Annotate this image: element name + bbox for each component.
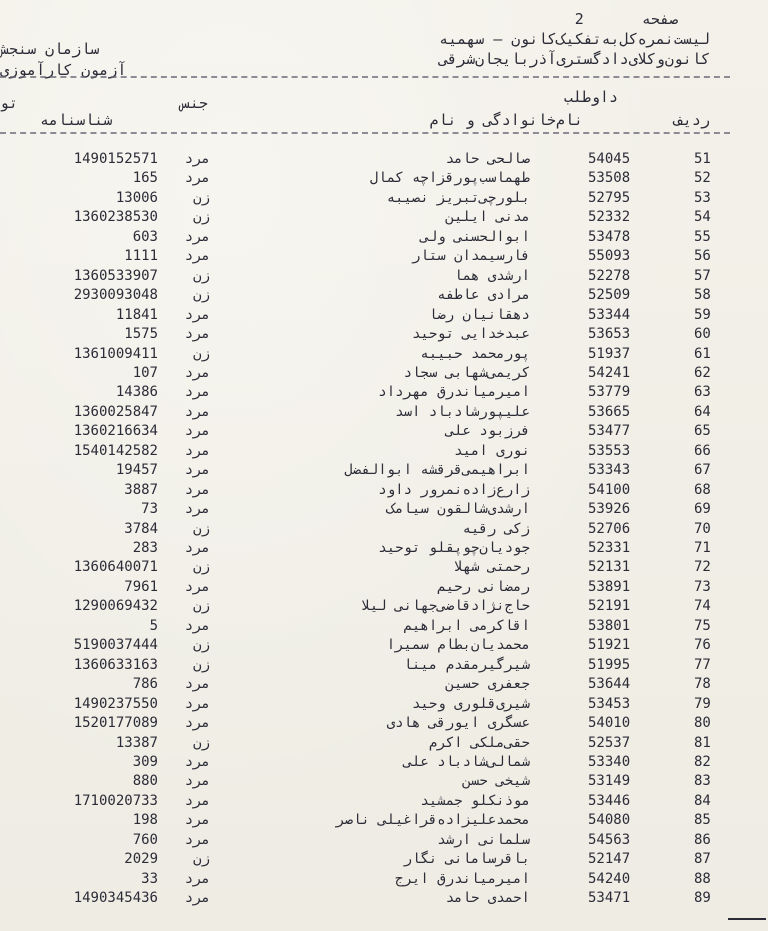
table-row: [0, 714, 768, 733]
applicant-number: 52278: [588, 267, 631, 284]
applicant-gender: مرد: [184, 870, 210, 887]
applicant-id: 283: [132, 540, 158, 556]
applicant-id: 1490237550: [73, 695, 158, 712]
applicant-number: 53644: [588, 676, 631, 693]
applicant-number: 53446: [588, 792, 631, 809]
applicant-number: 53340: [588, 753, 631, 770]
table-row: [0, 675, 768, 694]
row-index: 75: [694, 617, 711, 634]
applicant-id: 786: [132, 676, 158, 693]
applicant-id: 3887: [124, 481, 158, 498]
table-row: [0, 850, 768, 869]
applicant-number: 54010: [588, 715, 631, 732]
applicant-gender: زن: [193, 851, 210, 868]
applicant-name: محمدیان‌بطام سمیرا: [386, 637, 530, 654]
applicant-name: حاج‌نژادقاضی‌جهانی لیلا: [361, 598, 530, 615]
row-index: 66: [694, 442, 711, 459]
row-index: 81: [694, 734, 711, 751]
row-index: 60: [694, 326, 711, 343]
col-name: نام‌خانوادگی و نام: [429, 111, 583, 129]
applicant-number: 52509: [588, 287, 631, 304]
applicant-id: 1490345436: [73, 890, 158, 907]
org-name-line2: آزمون کارآموزی: [0, 61, 127, 79]
table-row: [0, 247, 768, 266]
table-row: [0, 695, 768, 714]
applicant-number: 53891: [588, 578, 631, 595]
applicant-gender: زن: [193, 345, 210, 362]
applicant-number: 52147: [588, 851, 631, 868]
applicant-gender: زن: [193, 734, 210, 751]
applicant-number: 54100: [588, 481, 631, 498]
applicant-gender: مرد: [184, 715, 210, 732]
applicant-id: 13006: [115, 189, 158, 206]
applicant-gender: مرد: [184, 306, 210, 323]
applicant-id: 309: [132, 753, 158, 770]
applicant-number: 54240: [588, 870, 631, 887]
applicant-number: 53926: [588, 501, 631, 518]
table-row: [0, 500, 768, 519]
table-row: [0, 228, 768, 247]
applicant-name: شمالی‌شادباد علی: [403, 753, 530, 770]
applicant-name: نوری امید: [454, 442, 530, 459]
table-row: [0, 481, 768, 500]
applicant-number: 53801: [588, 617, 631, 634]
row-index: 67: [694, 462, 711, 479]
applicant-name: فارسیمدان ستار: [411, 248, 530, 265]
applicant-name: ارشدی‌شالقون سیامک: [386, 501, 530, 518]
applicant-name: رمضانی رحیم: [437, 578, 530, 595]
applicant-number: 53344: [588, 306, 631, 323]
applicant-number: 53508: [588, 170, 631, 187]
header-rule-top: [0, 76, 730, 78]
applicant-id: 2029: [124, 851, 158, 868]
row-index: 69: [694, 501, 711, 518]
table-row: [0, 539, 768, 558]
row-index: 72: [694, 559, 711, 576]
applicant-gender: مرد: [184, 403, 210, 420]
table-row: [0, 617, 768, 636]
applicant-name: مدنی ایلین: [445, 209, 530, 226]
table-row: [0, 461, 768, 480]
applicant-gender: زن: [193, 656, 210, 673]
row-index: 80: [694, 715, 711, 732]
applicant-id: 5: [149, 617, 158, 634]
table-row: [0, 636, 768, 655]
applicant-gender: مرد: [184, 676, 210, 693]
applicant-gender: مرد: [184, 540, 210, 556]
applicant-id: 603: [132, 228, 158, 245]
applicant-number: 54080: [588, 812, 631, 829]
applicant-gender: مرد: [184, 364, 210, 381]
table-row: [0, 383, 768, 402]
page-label: [575, 10, 678, 28]
row-index: 68: [694, 481, 711, 498]
applicant-gender: زن: [193, 267, 210, 284]
row-index: 65: [694, 423, 711, 440]
applicant-id: 13387: [115, 734, 158, 751]
table-row: [0, 325, 768, 344]
row-index: 76: [694, 637, 711, 654]
row-index: 84: [694, 792, 711, 809]
applicant-id: 19457: [115, 462, 158, 479]
page-label-text: صفحه: [641, 10, 678, 28]
applicant-gender: زن: [193, 189, 210, 206]
applicant-number: 53343: [588, 462, 631, 479]
applicant-number: 54045: [588, 151, 631, 167]
applicant-gender: مرد: [184, 384, 210, 401]
col-applicant: داوطلب: [563, 88, 618, 106]
applicant-number: 53779: [588, 384, 631, 401]
applicant-gender: مرد: [184, 753, 210, 770]
applicant-name: احمدی حامد: [445, 890, 530, 907]
applicant-id: 33: [141, 870, 158, 887]
row-index: 85: [694, 812, 711, 829]
row-index: 51: [694, 151, 711, 167]
applicant-number: 52191: [588, 598, 631, 615]
applicant-number: 53453: [588, 695, 631, 712]
applicant-gender: مرد: [184, 831, 210, 848]
applicant-number: 53653: [588, 326, 631, 343]
applicant-name: امیرمیاندرق مهرداد: [378, 384, 530, 401]
applicant-number: 52332: [588, 209, 631, 226]
applicant-id: 5190037444: [73, 637, 158, 654]
applicant-gender: مرد: [184, 578, 210, 595]
applicant-name: کریمی‌شهابی سجاد: [403, 364, 530, 381]
applicant-name: علیپورشادباد اسد: [395, 403, 530, 420]
table-row: [0, 889, 768, 908]
table-row: [0, 267, 768, 286]
table-row: [0, 792, 768, 811]
applicant-name: جودیان‌چوپقلو توحید: [378, 540, 530, 556]
row-index: 63: [694, 384, 711, 401]
table-row: [0, 442, 768, 461]
applicant-name: باقرسامانی نگار: [403, 851, 530, 868]
applicant-gender: زن: [193, 520, 210, 537]
applicant-name: مرادی عاطفه: [437, 287, 530, 304]
applicant-number: 51937: [588, 345, 631, 362]
applicant-name: شیخی حسن: [462, 773, 530, 790]
applicant-gender: مرد: [184, 617, 210, 634]
applicant-number: 52331: [588, 540, 631, 556]
applicant-id: 880: [132, 773, 158, 790]
applicant-id: 1111: [124, 248, 158, 265]
table-row: [0, 734, 768, 753]
row-index: 61: [694, 345, 711, 362]
table-row: [0, 772, 768, 791]
applicant-gender: مرد: [184, 170, 210, 187]
applicant-name: صالحی حامد: [445, 151, 530, 167]
col-row: ردیف: [673, 111, 710, 129]
table-row: [0, 403, 768, 422]
row-index: 71: [694, 540, 711, 556]
applicant-gender: مرد: [184, 423, 210, 440]
applicant-name: اقاکرمی ابراهیم: [403, 617, 530, 634]
applicant-id: 165: [132, 170, 158, 187]
applicant-number: 51921: [588, 637, 631, 654]
applicant-id: 107: [132, 364, 158, 381]
applicant-id: 1360216634: [73, 423, 158, 440]
applicant-number: 53477: [588, 423, 631, 440]
applicant-gender: مرد: [184, 501, 210, 518]
applicant-number: 53149: [588, 773, 631, 790]
applicant-id: 14386: [115, 384, 158, 401]
row-index: 86: [694, 831, 711, 848]
applicant-id: 7961: [124, 578, 158, 595]
table-row: [0, 520, 768, 539]
signature-stroke: [728, 918, 766, 920]
applicant-number: 52537: [588, 734, 631, 751]
applicant-name: زارع‌زاده‌نمرور داود: [378, 481, 530, 498]
table-row: [0, 811, 768, 830]
org-name-line1: سازمان سنجش: [0, 40, 100, 58]
table-row: [0, 831, 768, 850]
applicant-name: فرزبود علی: [445, 423, 530, 440]
applicant-gender: مرد: [184, 773, 210, 790]
col-id: شناسنامه: [40, 111, 113, 129]
applicant-id: 1710020733: [73, 792, 158, 809]
applicant-id: 1360640071: [73, 559, 158, 576]
applicant-number: 53471: [588, 890, 631, 907]
applicant-id: 1520177089: [73, 715, 158, 732]
applicant-name: محمدعلیزاده‌قراغیلی ناصر: [336, 812, 530, 829]
applicant-gender: مرد: [184, 812, 210, 829]
applicant-gender: مرد: [184, 481, 210, 498]
table-row: [0, 169, 768, 188]
applicant-name: جعفری حسین: [445, 676, 530, 693]
header-rule-bottom: [0, 132, 730, 134]
applicant-gender: مرد: [184, 151, 210, 167]
report-title-line2: کانون‌وکلای‌دادگستری‌آذربایجان‌شرقی: [439, 50, 710, 68]
page-number: 2: [574, 10, 584, 28]
applicant-number: 55093: [588, 248, 631, 265]
table-row: [0, 597, 768, 616]
row-index: 57: [694, 267, 711, 284]
table-row: [0, 189, 768, 208]
row-index: 79: [694, 695, 711, 712]
applicant-gender: زن: [193, 559, 210, 576]
row-index: 73: [694, 578, 711, 595]
applicant-name: امیرمیاندرق ایرج: [395, 870, 530, 887]
applicant-name: ابوالحسنی ولی: [420, 228, 530, 245]
col-gender: جنس: [180, 94, 208, 112]
applicant-name: حقی‌ملکی اکرم: [428, 734, 530, 751]
applicant-name: ارشدی هما: [454, 267, 530, 284]
applicant-name: بلورچی‌تبریز نصیبه: [386, 189, 530, 206]
applicant-id: 1360025847: [73, 403, 158, 420]
table-row: [0, 422, 768, 441]
applicant-number: 52706: [588, 520, 631, 537]
applicant-gender: مرد: [184, 695, 210, 712]
col-extra: تو: [0, 94, 19, 112]
table-row: [0, 286, 768, 305]
applicant-name: شیری‌قلوری وحید: [411, 695, 530, 712]
applicant-number: 52131: [588, 559, 631, 576]
row-index: 78: [694, 676, 711, 693]
applicant-gender: مرد: [184, 792, 210, 809]
applicant-name: ابراهیمی‌قرقشه ابوالفضل: [344, 462, 530, 479]
applicant-gender: مرد: [184, 442, 210, 459]
applicant-name: دهقانیان رضا: [428, 306, 530, 323]
applicant-number: 54563: [588, 831, 631, 848]
applicant-id: 198: [132, 812, 158, 829]
applicant-gender: مرد: [184, 248, 210, 265]
row-index: 88: [694, 870, 711, 887]
row-index: 53: [694, 189, 711, 206]
row-index: 70: [694, 520, 711, 537]
table-row: [0, 870, 768, 889]
applicant-gender: زن: [193, 209, 210, 226]
applicant-name: شیرگیرمقدم مینا: [403, 656, 530, 673]
applicant-number: 52795: [588, 189, 631, 206]
applicant-id: 1575: [124, 326, 158, 343]
table-row: [0, 306, 768, 325]
applicant-number: 51995: [588, 656, 631, 673]
applicant-name: رحمتی شهلا: [454, 559, 530, 576]
table-row: [0, 150, 768, 169]
row-index: 83: [694, 773, 711, 790]
applicant-gender: زن: [193, 637, 210, 654]
applicant-gender: مرد: [184, 326, 210, 343]
row-index: 77: [694, 656, 711, 673]
applicant-id: 1360633163: [73, 656, 158, 673]
applicant-gender: مرد: [184, 462, 210, 479]
table-row: [0, 364, 768, 383]
table-row: [0, 208, 768, 227]
row-index: 54: [694, 209, 711, 226]
applicant-id: 1360533907: [73, 267, 158, 284]
applicant-name: پورمحمد حبیبه: [420, 345, 530, 362]
applicant-gender: مرد: [184, 228, 210, 245]
row-index: 56: [694, 248, 711, 265]
applicant-id: 1290069432: [73, 598, 158, 615]
table-row: [0, 753, 768, 772]
applicant-gender: زن: [193, 598, 210, 615]
row-index: 58: [694, 287, 711, 304]
applicant-number: 53553: [588, 442, 631, 459]
applicant-id: 11841: [115, 306, 158, 323]
table-row: [0, 578, 768, 597]
applicant-id: 3784: [124, 520, 158, 537]
row-index: 55: [694, 228, 711, 245]
applicant-id: 1361009411: [73, 345, 158, 362]
table-row: [0, 558, 768, 577]
row-index: 87: [694, 851, 711, 868]
table-row: [0, 656, 768, 675]
row-index: 82: [694, 753, 711, 770]
applicant-name: عسگری ایورقی هادی: [386, 715, 530, 732]
applicant-gender: زن: [193, 287, 210, 304]
row-index: 74: [694, 598, 711, 615]
applicant-id: 1360238530: [73, 209, 158, 226]
report-title-line1: لیست‌نمره‌کل‌به‌تفکیک‌کانون – سهمیه: [439, 30, 710, 48]
applicant-gender: مرد: [184, 890, 210, 907]
row-index: 62: [694, 364, 711, 381]
applicant-name: زکی رقیه: [462, 520, 530, 537]
applicant-name: عبدخدایی توحید: [411, 326, 530, 343]
applicant-name: سلمانی ارشد: [437, 831, 530, 848]
applicant-number: 53478: [588, 228, 631, 245]
row-index: 52: [694, 170, 711, 187]
row-index: 64: [694, 403, 711, 420]
applicant-name: طهماسب‌پورقزاچه کمال: [369, 170, 530, 187]
applicant-name: موذنکلو جمشید: [420, 792, 530, 809]
applicant-id: 760: [132, 831, 158, 848]
row-index: 89: [694, 890, 711, 907]
applicant-id: 2930093048: [73, 287, 158, 304]
applicant-number: 53665: [588, 403, 631, 420]
applicant-id: 73: [141, 501, 158, 518]
applicant-id: 1490152571: [73, 151, 158, 167]
row-index: 59: [694, 306, 711, 323]
applicant-number: 54241: [588, 364, 631, 381]
table-row: [0, 345, 768, 364]
applicant-id: 1540142582: [73, 442, 158, 459]
